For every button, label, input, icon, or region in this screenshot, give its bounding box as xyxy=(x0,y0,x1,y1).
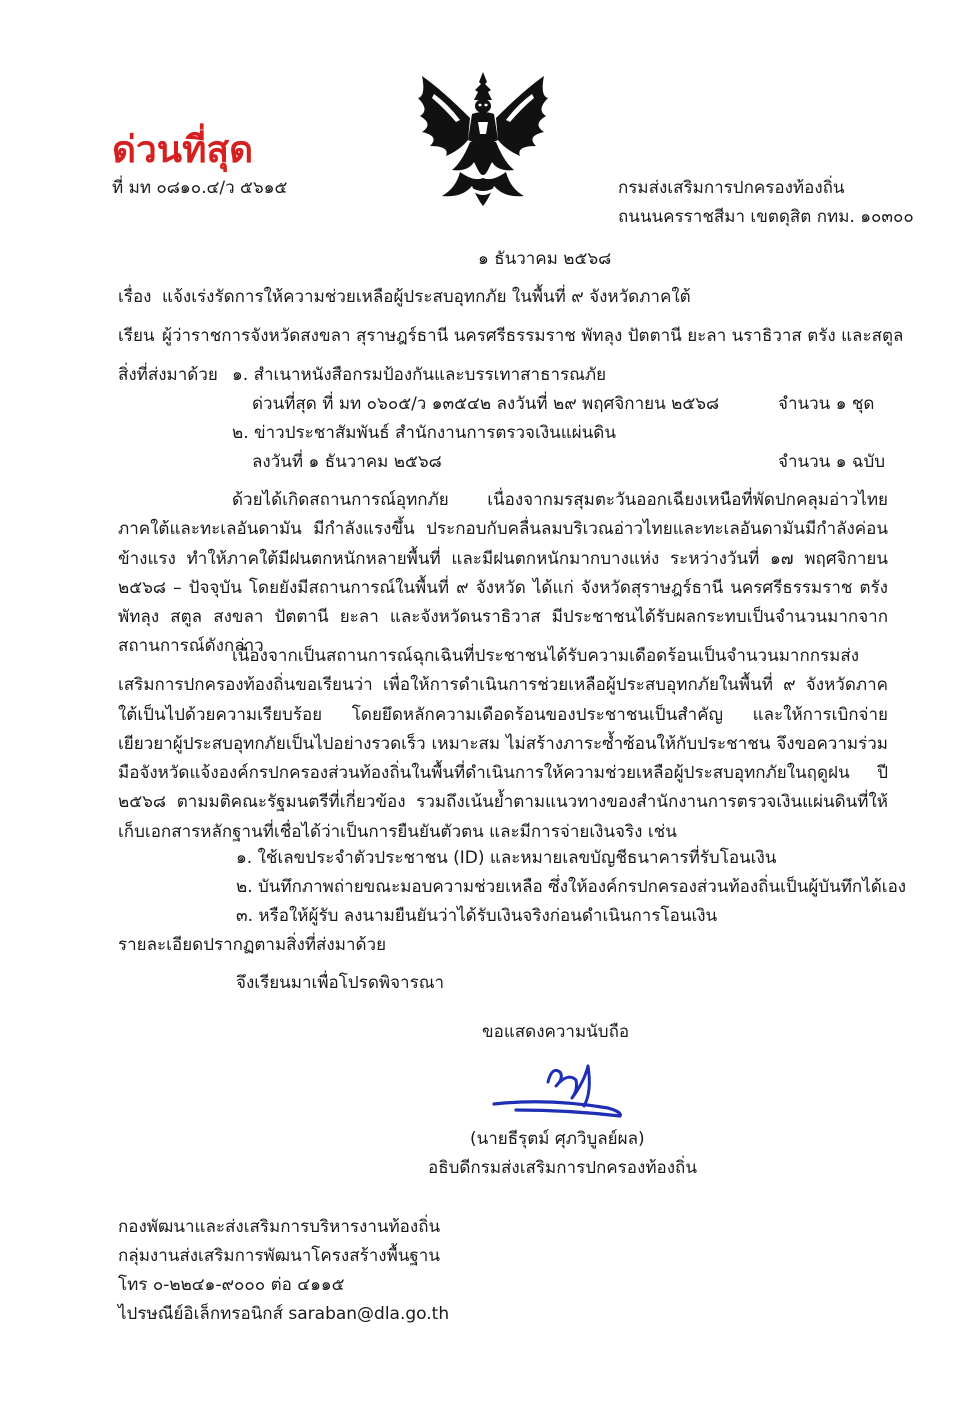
sender-organization: กรมส่งเสริมการปกครองท้องถิ่น xyxy=(618,178,845,198)
urgency-label: ด่วนที่สุด xyxy=(112,128,254,171)
enclosure-2-quantity: จำนวน ๑ ฉบับ xyxy=(778,452,886,472)
footer-group: กลุ่มงานส่งเสริมการพัฒนาโครงสร้างพื้นฐาน xyxy=(118,1246,440,1266)
enclosure-1-title: ๑. สำเนาหนังสือกรมป้องกันและบรรเทาสาธารณภัย xyxy=(232,365,607,385)
enclosure-2-detail: ลงวันที่ ๑ ธันวาคม ๒๕๖๘ xyxy=(252,452,442,472)
closing-salutation: ขอแสดงความนับถือ xyxy=(482,1022,630,1042)
enclosure-1-quantity: จำนวน ๑ ชุด xyxy=(778,394,875,414)
subject-text: แจ้งเร่งรัดการให้ความช่วยเหลือผู้ประสบอุทกภัย ในพื้นที่ ๙ จังหวัดภาคใต้ xyxy=(162,287,691,307)
closing-request: จึงเรียนมาเพื่อโปรดพิจารณา xyxy=(236,973,445,993)
body-paragraph-2-text: เนื่องจากเป็นสถานการณ์ฉุกเฉินที่ประชาชนได้รับความเดือดร้อนเป็นจำนวนมากกรมส่งเสริมการปกครองท้องถิ่นขอเรียนว่า เพื่อให้การดำเนินการช่วยเหลือผู้ประสบอุทกภัยในพื้นที่ ๙ จังหวัดภาคใต้เป็นไปด้วยความเรียบร้อย โดยยึดหลักความเดือดร้อนของประชาชนเป็นสำคัญ และให้การเบิกจ่ายเยียวยาผู้ประสบอุทกภัยเป็นไปอย่างรวดเร็ว เหมาะสม ไม่สร้างภาระซ้ำซ้อนให้กับประชาชน จึงขอความร่วมมือจังหวัดแจ้งองค์กรปกครองส่วนท้องถิ่นในพื้นที่ดำเนินการให้ความช่วยเหลือผู้ประสบอุทกภัยในฤดูฝน ปี ๒๕๖๘ ตามมติคณะรัฐมนตรีที่เกี่ยวข้อง รวมถึงเน้นย้ำตามแนวทางของสำนักงานการตรวจเงินแผ่นดินที่ให้เก็บเอกสารหลักฐานที่เชื่อได้ว่าเป็นการยืนยันตัวตน และมีการจ่ายเงินจริง เช่น xyxy=(118,646,888,842)
enclosure-2-title: ๒. ข่าวประชาสัมพันธ์ สำนักงานการตรวจเงินแผ่นดิน xyxy=(232,423,616,443)
document-number: ที่ มท ๐๘๑๐.๔/ว ๕๖๑๕ xyxy=(112,178,288,198)
body-paragraph-1-text: ด้วยได้เกิดสถานการณ์อุทกภัย เนื่องจากมรสุมตะวันออกเฉียงเหนือที่พัดปกคลุมอ่าวไทย ภาคใต้และทะเลอันดามัน มีกำลังแรงขึ้น ประกอบกับคลื่นลมบริเวณอ่าวไทยและทะเลอันดามันมีกำลังค่อนข้างแรง ทำให้ภาคใต้มีฝนตกหนักหลายพื้นที่ และมีฝนตกหนักมากบางแห่ง ระหว่างวันที่ ๑๗ พฤศจิกายน ๒๕๖๘ – ปัจจุบัน โดยยังมีสถานการณ์ในพื้นที่ ๙ จังหวัด ได้แก่ จังหวัดสุราษฎร์ธานี นครศรีธรรมราช ตรัง พัทลุง สตูล สงขลา ปัตตานี ยะลา และจังหวัดนราธิวาส มีประชาชนได้รับผลกระทบเป็นจำนวนมากจากสถานการณ์ดังกล่าว xyxy=(118,490,888,657)
enclosures-label: สิ่งที่ส่งมาด้วย xyxy=(118,365,218,385)
details-note: รายละเอียดปรากฏตามสิ่งที่ส่งมาด้วย xyxy=(118,935,387,955)
footer-email: ไปรษณีย์อิเล็กทรอนิกส์ saraban@dla.go.th xyxy=(118,1304,450,1324)
subject-label: เรื่อง xyxy=(118,287,152,307)
requirement-item-1: ๑. ใช้เลขประจำตัวประชาชน (ID) และหมายเลขบัญชีธนาคารที่รับโอนเงิน xyxy=(236,848,777,868)
requirement-item-3: ๓. หรือให้ผู้รับ ลงนามยืนยันว่าได้รับเงินจริงก่อนดำเนินการโอนเงิน xyxy=(236,906,718,926)
footer-phone: โทร ๐-๒๒๔๑-๙๐๐๐ ต่อ ๔๑๑๕ xyxy=(118,1275,345,1295)
enclosure-1-detail: ด่วนที่สุด ที่ มท ๐๖๐๕/ว ๑๓๕๔๒ ลงวันที่ ๒๙ พฤศจิกายน ๒๕๖๘ xyxy=(252,394,720,414)
recipient-text: ผู้ว่าราชการจังหวัดสงขลา สุราษฎร์ธานี นครศรีธรรมราช พัทลุง ปัตตานี ยะลา นราธิวาส ตรัง และสตูล xyxy=(162,326,904,346)
footer-division: กองพัฒนาและส่งเสริมการบริหารงานท้องถิ่น xyxy=(118,1217,441,1237)
requirement-item-2: ๒. บันทึกภาพถ่ายขณะมอบความช่วยเหลือ ซึ่งให้องค์กรปกครองส่วนท้องถิ่นเป็นผู้บันทึกได้เอง xyxy=(236,877,907,897)
recipient-label: เรียน xyxy=(118,326,155,346)
body-paragraph-2 xyxy=(118,642,888,847)
signatory-name: (นายธีรุตม์ ศุภวิบูลย์ผล) xyxy=(470,1129,645,1149)
handwritten-signature-icon xyxy=(488,1052,638,1124)
body-paragraph-1 xyxy=(118,486,888,662)
sender-address: ถนนนครราชสีมา เขตดุสิต กทม. ๑๐๓๐๐ xyxy=(618,207,914,227)
garuda-emblem-icon xyxy=(412,70,554,208)
signatory-position: อธิบดีกรมส่งเสริมการปกครองท้องถิ่น xyxy=(428,1158,697,1178)
document-date: ๑ ธันวาคม ๒๕๖๘ xyxy=(478,249,612,269)
